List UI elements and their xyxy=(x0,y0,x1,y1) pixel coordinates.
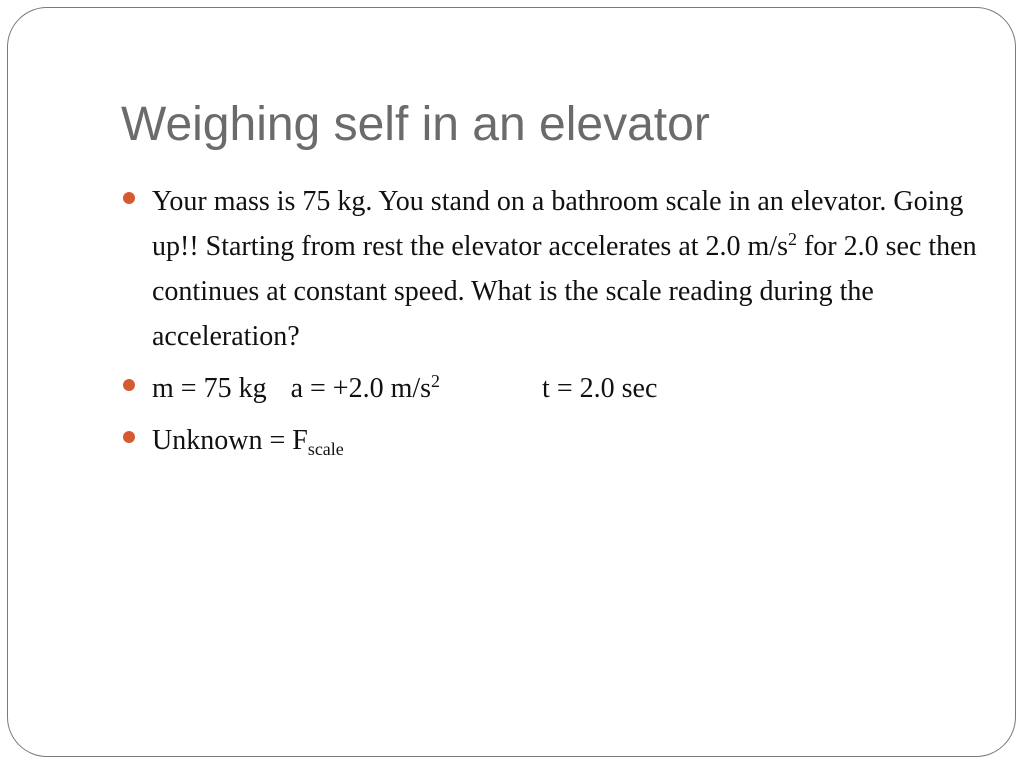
bullet-dot-icon xyxy=(123,379,135,391)
bullet-list xyxy=(121,179,981,463)
bullet-dot-icon xyxy=(123,431,135,443)
unknown-text: Unknown = F xyxy=(152,425,308,456)
slide xyxy=(7,7,1016,757)
given-acceleration xyxy=(291,373,440,404)
given-acceleration-superscript: 2 xyxy=(431,371,441,391)
unknown-subscript: scale xyxy=(307,439,344,459)
bullet-givens xyxy=(121,366,981,411)
given-time: t = 2.0 sec xyxy=(542,373,658,404)
bullet-dot-icon xyxy=(123,192,135,204)
bullet-unknown xyxy=(121,418,981,463)
bullet-problem-statement xyxy=(121,179,981,359)
given-mass: m = 75 kg xyxy=(152,373,267,404)
problem-superscript: 2 xyxy=(787,229,797,249)
given-acceleration-text: a = +2.0 m/s xyxy=(290,373,432,404)
slide-title: Weighing self in an elevator xyxy=(121,98,710,151)
problem-text-start: Your mass is 75 kg. You stand on a bathroom scale in an elevator. Going up!! Starting from rest the elevator accelerates at 2.0 m/s xyxy=(152,186,964,262)
problem-text-end: for 2.0 sec then continues at constant speed. What is the scale reading during the acceleration? xyxy=(152,231,977,352)
